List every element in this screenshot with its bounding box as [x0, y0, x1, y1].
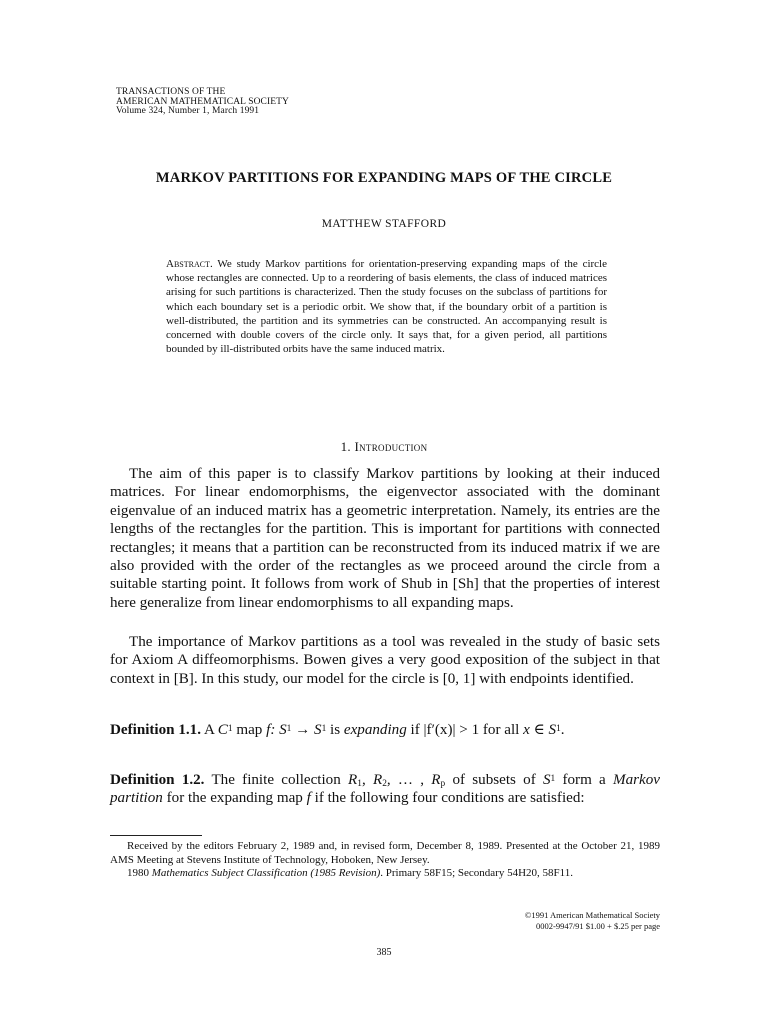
author-name: MATTHEW STAFFORD	[321, 218, 447, 230]
def12-sup: 1	[550, 773, 556, 784]
abstract-text: We study Markov partitions for orientation-preserving expanding maps of the circle whose rectangles are connected. Up to a reordering of basis elements, the class of induced matrices arising for such partitions is characterized. Then the study focuses on the subclass of partitions for which each boundary set is a periodic orbit. We show that, if the boundary orbit of a partition is well-distributed, the partition and its symmetries can be constructed. An accompanying result is concerned with double covers of the circle only. It says that, for a given period, all partitions bounded by ill-distributed orbits have the same induced matrix.	[166, 258, 607, 356]
def11-f-S: f: S	[266, 722, 287, 738]
def11-text-b: map	[236, 722, 263, 738]
copyright-line2: 0002-9947/91 $1.00 + $.25 per page	[535, 920, 660, 931]
abstract-label: Abstract.	[166, 258, 213, 270]
def12-subp: p	[440, 779, 446, 790]
def12-sub1: 1	[357, 779, 362, 790]
footnote-received: Received by the editors February 2, 1989 and, in revised form, December 8, 1989. Presented at the October 21, 1989 AMS Meeting at Stevens Institute of Technology, Hoboken, New Jersey.	[110, 840, 660, 866]
footnote-rule	[110, 835, 202, 836]
section-heading	[0, 439, 768, 455]
def11-C: C	[217, 722, 228, 738]
copyright-line1: ©1991 American Mathematical Society	[524, 910, 660, 920]
journal-name-line1: TRANSACTIONS OF THE	[116, 87, 226, 97]
definition-1-1	[110, 721, 660, 739]
def11-text-c: is	[330, 722, 341, 738]
def12-Rp: R	[431, 772, 441, 788]
msc-revision: (1985 Revision)	[310, 867, 381, 879]
volume-line: Volume 324, Number 1, March 1991	[116, 106, 260, 116]
def12-text-a: The finite collection	[211, 772, 341, 788]
def12-f: f	[306, 790, 311, 807]
def12-markov-partition: Markov partition	[110, 772, 660, 807]
def11-sup-c: 1	[321, 723, 327, 734]
definition-1-2: Definition 1.2. The finite collection $R_1$, $R_2$, … , $R_p$ of subsets of $S^1$ form a Markov partition for the expanding map f if the following four conditions are satisfied:	[110, 772, 660, 807]
section-title: Introduction	[354, 439, 428, 454]
intro-paragraph-2: The importance of Markov partitions as a tool was revealed in the study of basic sets for Axiom A diffeomorphisms. Bowen gives a very good exposition of the subject in that context in [B]. In this study, our model for the circle is [0, 1] with endpoints identified.	[110, 634, 660, 687]
journal-name-line2: AMERICAN MATHEMATICAL SOCIETY	[116, 96, 290, 107]
def12-text-c: form a	[562, 772, 606, 788]
journal-header	[116, 88, 289, 117]
def11-expanding: expanding	[343, 722, 407, 738]
msc-title: Mathematics Subject Classification	[151, 867, 308, 879]
def11-sup-b: 1	[286, 723, 292, 734]
footnote-msc	[110, 867, 660, 881]
section-number: 1.	[340, 439, 351, 454]
def12-text-d: for the expanding map	[166, 790, 303, 807]
def11-text-a: A	[203, 722, 215, 738]
definition-1-2-label: Definition 1.2.	[110, 772, 205, 788]
copyright-notice	[420, 910, 660, 931]
msc-codes: . Primary 58F15; Secondary 54H20, 58F11.	[380, 867, 573, 879]
footnotes	[110, 840, 660, 881]
definition-1-1-label: Definition 1.1.	[110, 722, 201, 738]
def12-sub2: 2	[382, 779, 387, 790]
intro-paragraph-1: The aim of this paper is to classify Markov partitions by looking at their induced matrices. For linear endomorphisms, the eigenvector associated with the dominant eigenvalue of an induced matrix has a geometric interpretation. Namely, its entries are the lengths of the rectangles for the partition. This is important for partitions with connected rectangles; it means that a partition can be reconstructed from its induced matrix if we are also provided with the order of the rectangles as we proceed around the circle from a suitable starting point. It follows from work of Shub in [Sh] that the properties of interest here generalize from linear endomorphisms to all expanding maps.	[110, 466, 660, 611]
def12-dots: , … ,	[386, 772, 425, 788]
def11-end: .	[560, 722, 565, 738]
def12-S: S	[542, 772, 551, 788]
def12-R2: R	[372, 772, 383, 788]
def11-arrow: → S	[295, 722, 322, 738]
abstract	[166, 257, 607, 356]
def12-R1: R	[348, 772, 358, 788]
msc-year: 1980	[127, 867, 149, 879]
def11-text-d: if |f′(x)| > 1 for all	[410, 722, 520, 738]
def11-x-in: x ∈ S	[523, 722, 557, 738]
def12-text-e: if the following four conditions are satisfied:	[314, 790, 585, 807]
def12-text-b: of subsets of	[452, 772, 536, 788]
def11-sup-d: 1	[556, 723, 561, 734]
page-number: 385	[376, 947, 392, 958]
paper-title: MARKOV PARTITIONS FOR EXPANDING MAPS OF THE CIRCLE	[155, 170, 613, 186]
def11-sup-a: 1	[227, 723, 233, 734]
